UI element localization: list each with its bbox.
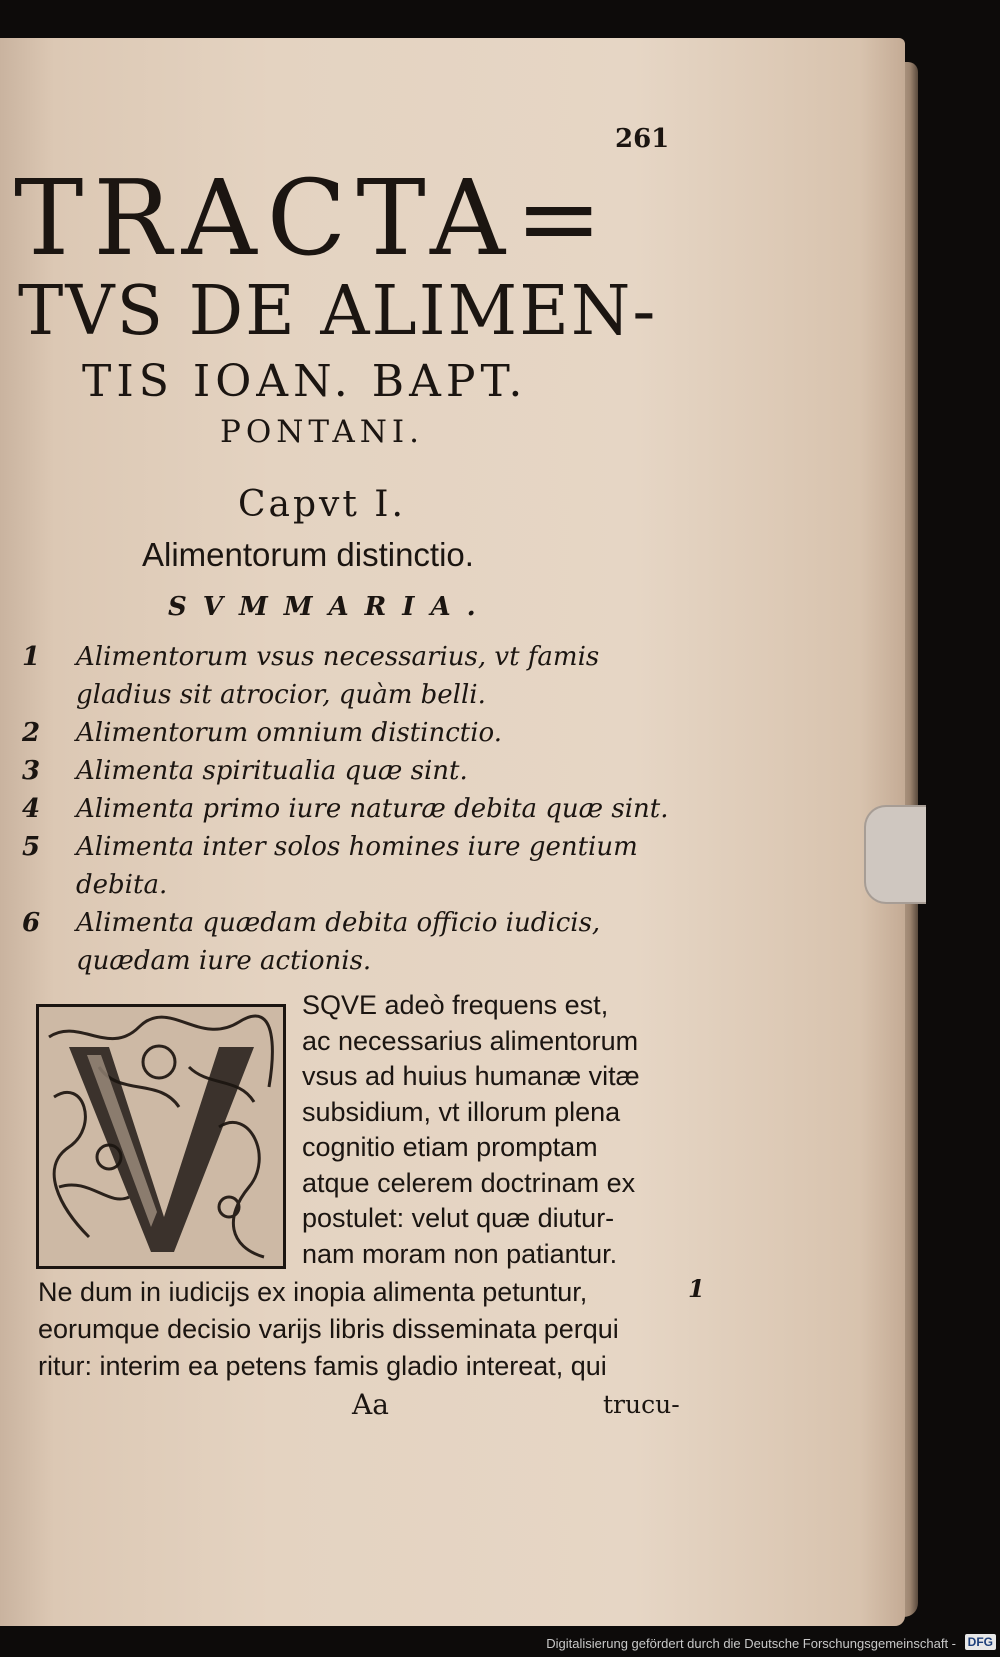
summaria-text: Alimenta spiritualia quæ sint.	[76, 756, 468, 786]
body-line: postulet: velut quæ diutur-	[302, 1203, 615, 1233]
body-line: Ne dum in iudicijs ex inopia alimenta petuntur,	[38, 1277, 588, 1307]
digitization-footer	[0, 1629, 1000, 1657]
body-line: SQVE adeò frequens est,	[302, 990, 609, 1020]
summaria-item	[22, 638, 682, 714]
dfg-logo: DFG	[965, 1634, 996, 1650]
summaria-text: Alimenta primo iure naturæ debita quæ sint.	[76, 794, 669, 824]
summaria-item	[22, 828, 682, 904]
book-page	[0, 38, 905, 1626]
title-line-2: TVS DE ALIMEN-	[18, 272, 658, 351]
summaria-item	[22, 752, 682, 790]
chapter-subtitle: Alimentorum distinctio.	[142, 536, 474, 573]
summaria-number: 4	[22, 794, 41, 824]
summaria-number: 2	[22, 718, 41, 748]
margin-number: 1	[688, 1274, 705, 1303]
summaria-item	[22, 904, 682, 980]
summaria-number: 6	[22, 908, 41, 938]
summaria-text: Alimentorum vsus necessarius, vt famis gladius sit atrocior, quàm belli.	[76, 642, 600, 710]
summaria-item	[22, 790, 682, 828]
page-number: 261	[615, 124, 670, 154]
footer-credit: Digitalisierung gefördert durch die Deutsche Forschungsgemeinschaft -	[546, 1636, 956, 1651]
body-text-full-width	[38, 1274, 698, 1385]
signature-mark: Aa	[352, 1388, 389, 1421]
body-line: eorumque decisio varijs libris disseminata perqui	[38, 1314, 619, 1344]
summaria-text: Alimentorum omnium distinctio.	[76, 718, 503, 748]
title-line-1: TRACTA=	[14, 157, 613, 279]
summaria-label: SVMMARIA.	[168, 592, 492, 622]
summaria-text: Alimenta quædam debita officio iudicis, quædam iure actionis.	[76, 908, 601, 976]
body-line: subsidium, vt illorum plena	[302, 1096, 621, 1127]
summaria-text: Alimenta inter solos homines iure gentium debita.	[76, 832, 638, 900]
catchword: trucu-	[603, 1390, 680, 1419]
body-line: cognitio etiam promptam	[302, 1132, 598, 1162]
chapter-heading: Capvt I.	[238, 484, 406, 525]
summaria-number: 5	[22, 832, 41, 862]
body-line: atque celerem doctrinam ex	[302, 1167, 636, 1198]
body-line: nam moram non patiantur.	[302, 1238, 618, 1269]
summaria-list	[22, 638, 682, 980]
page-tab-marker	[864, 805, 926, 904]
summaria-number: 1	[22, 642, 41, 672]
title-line-3: TIS IOAN. BAPT.	[82, 356, 528, 407]
body-text-beside-initial	[302, 988, 722, 1272]
summaria-number: 3	[22, 756, 41, 786]
body-line: ac necessarius alimentorum	[302, 1025, 639, 1056]
summaria-item	[22, 714, 682, 752]
body-line: vsus ad huius humanæ vitæ	[302, 1061, 640, 1091]
title-line-4: PONTANI.	[220, 414, 424, 450]
body-line: ritur: interim ea petens famis gladio intereat, qui	[38, 1351, 607, 1381]
